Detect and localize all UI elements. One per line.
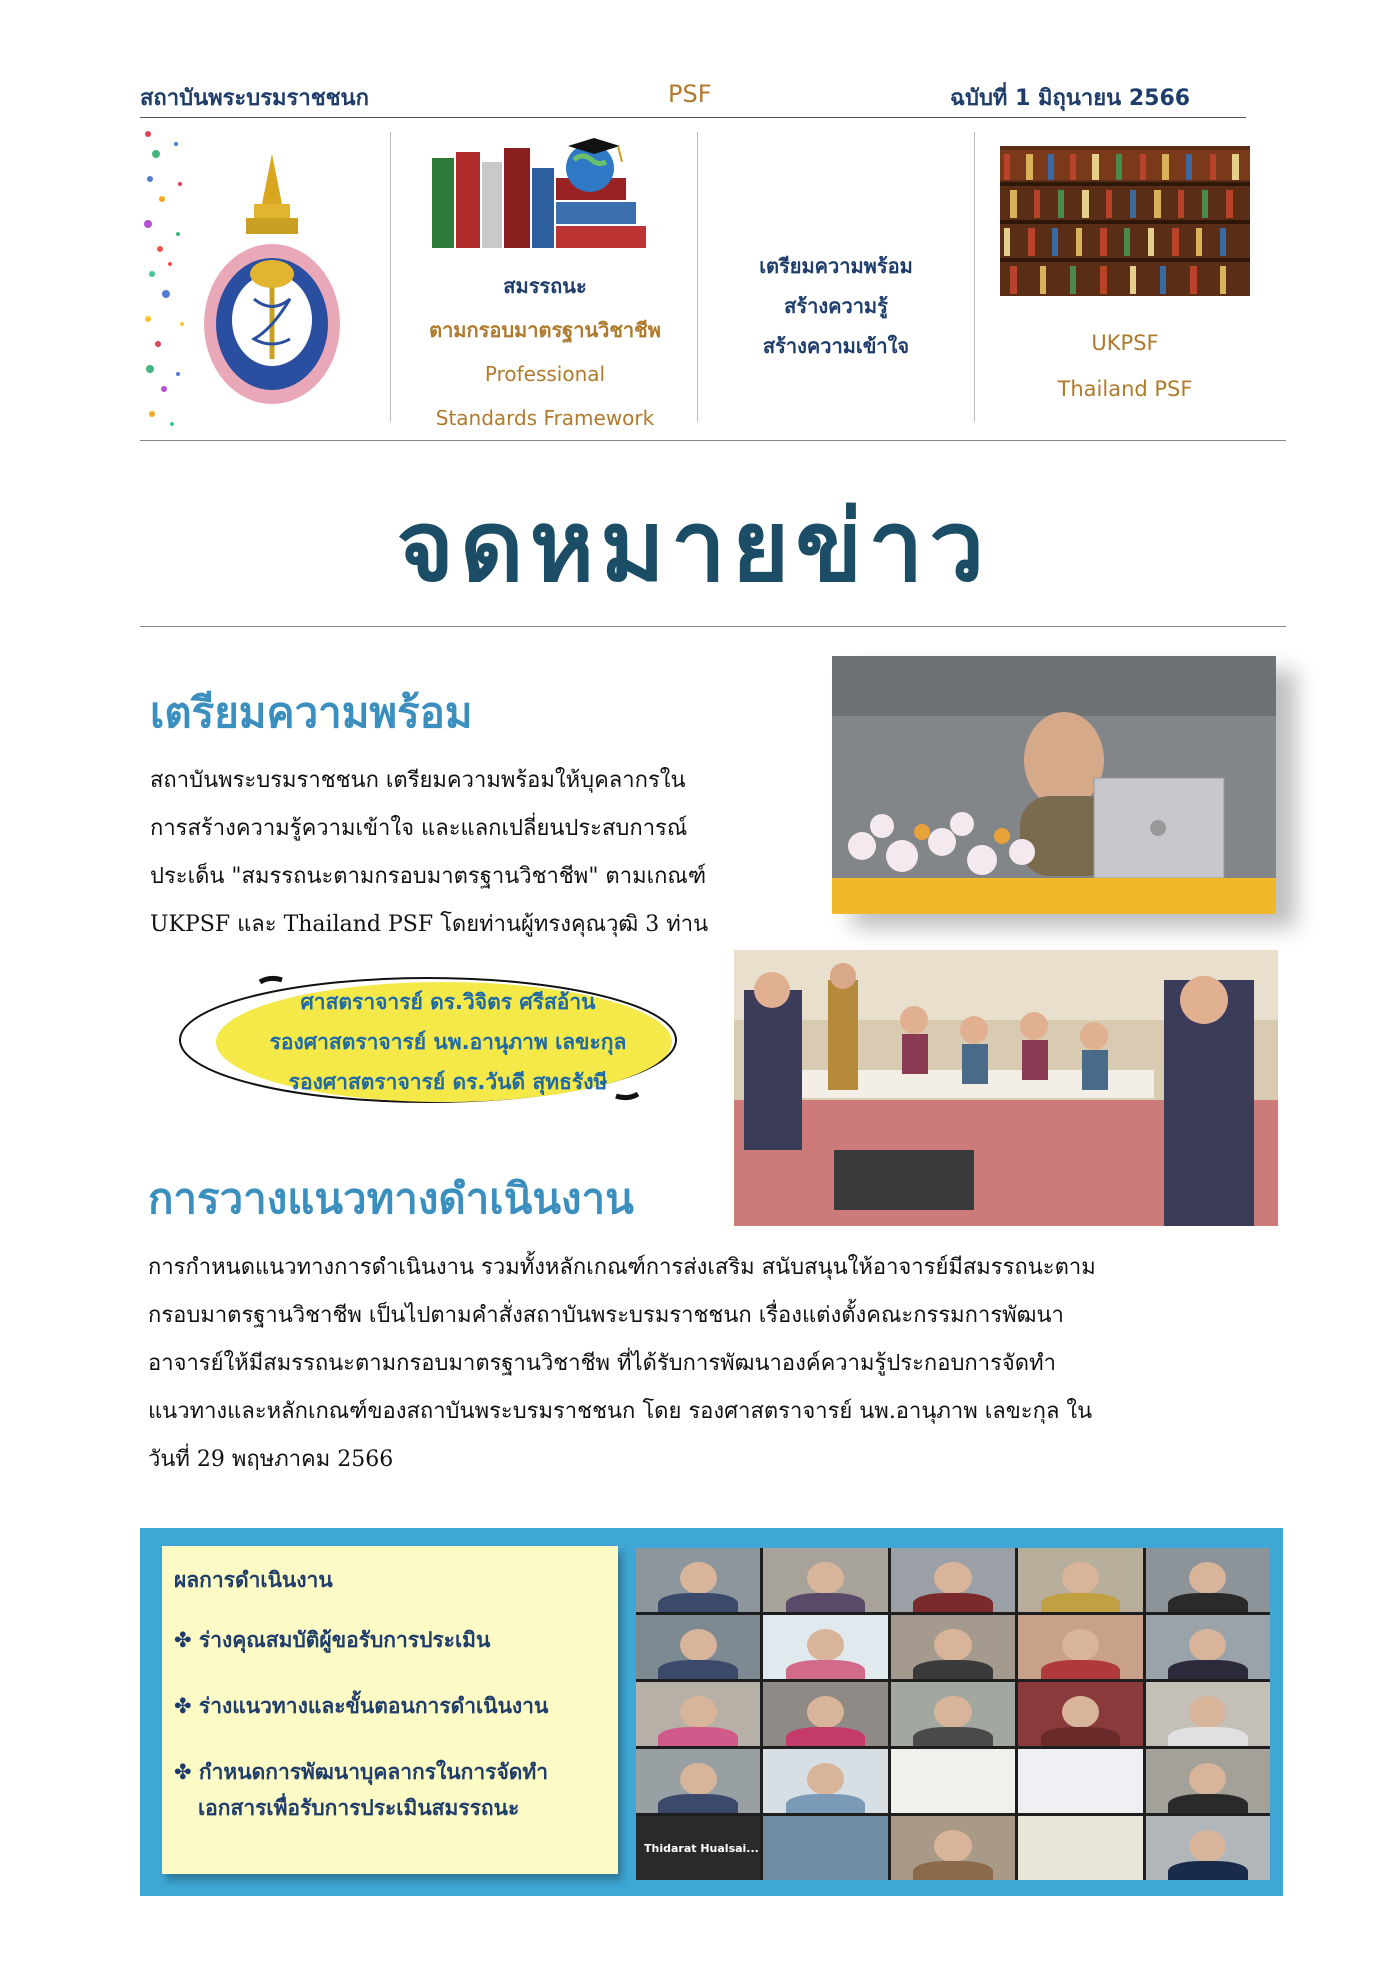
masthead-center: PSF <box>668 80 712 108</box>
video-tile <box>1146 1682 1270 1746</box>
result-item-continued: เอกสารเพื่อรับการประเมินสมรรถนะ <box>198 1796 520 1820</box>
video-tile <box>1018 1615 1142 1679</box>
video-tile <box>891 1816 1015 1880</box>
bullet-icon: ✤ <box>174 1760 192 1784</box>
result-item-text: ร่างแนวทางและขั้นตอนการดำเนินงาน <box>198 1694 549 1718</box>
video-tile <box>763 1615 887 1679</box>
section1-line: ประเด็น "สมรรถนะตามกรอบมาตรฐานวิชาชีพ" ตามเกณฑ์ <box>150 864 707 889</box>
video-tile-name-only <box>636 1816 760 1880</box>
video-tile <box>636 1682 760 1746</box>
expert-name: รองศาสตราจารย์ นพ.อานุภาพ เลขะกุล <box>269 1030 627 1054</box>
expert-name: ศาสตราจารย์ ดร.วิจิตร ศรีสอ้าน <box>300 990 596 1014</box>
experts-bubble <box>168 960 688 1110</box>
experts-list <box>228 982 668 1102</box>
video-tile <box>636 1749 760 1813</box>
video-tile <box>891 1615 1015 1679</box>
result-item-text: ร่างคุณสมบัติผู้ขอรับการประเมิน <box>198 1628 491 1652</box>
institution-logo <box>142 124 382 434</box>
section1-body <box>150 757 830 949</box>
newsletter-title: จดหมายข่าว <box>396 489 991 604</box>
col1-line2: ตามกรอบมาตรฐานวิชาชีพ <box>429 318 661 342</box>
masthead-institution: สถาบันพระบรมราชชนก <box>140 86 369 111</box>
col3-line1: UKPSF <box>1091 331 1159 355</box>
video-call-screenshot <box>636 1548 1270 1880</box>
library-shelves-image <box>1000 146 1250 296</box>
section2-line: การกำหนดแนวทางการดำเนินงาน รวมทั้งหลักเกณฑ์การส่งเสริม สนับสนุนให้อาจารย์มีสมรรถนะตาม <box>148 1255 1096 1280</box>
slide-tile <box>1018 1816 1142 1880</box>
participant-name: Thidarat Hualsai... <box>644 1842 759 1855</box>
header-divider-1 <box>390 132 391 422</box>
video-tile <box>1146 1615 1270 1679</box>
video-tile <box>1146 1548 1270 1612</box>
header-divider-2 <box>697 132 698 422</box>
video-tile <box>1146 1816 1270 1880</box>
section2-line: กรอบมาตรฐานวิชาชีพ เป็นไปตามคำสั่งสถาบันพระบรมราชชนก เรื่องแต่งตั้งคณะกรรมการพัฒนา <box>148 1303 1064 1328</box>
col2-line1: เตรียมความพร้อม <box>759 254 913 278</box>
header-divider-3 <box>974 132 975 422</box>
result-item <box>174 1754 548 1790</box>
results-title: ผลการดำเนินงาน <box>174 1568 333 1592</box>
video-tile <box>891 1682 1015 1746</box>
video-tile <box>636 1548 760 1612</box>
video-tile <box>1018 1682 1142 1746</box>
section1-line: การสร้างความรู้ความเข้าใจ และแลกเปลี่ยนประสบการณ์ <box>150 816 688 841</box>
video-tile <box>891 1548 1015 1612</box>
bullet-icon: ✤ <box>174 1628 192 1652</box>
title-rule <box>140 626 1286 627</box>
video-tile <box>636 1615 760 1679</box>
col3-line2: Thailand PSF <box>1057 377 1193 401</box>
bullet-icon: ✤ <box>174 1694 192 1718</box>
header-bottom-rule <box>140 440 1286 441</box>
section1-line: สถาบันพระบรมราชชนก เตรียมความพร้อมให้บุคลากรใน <box>150 768 686 793</box>
col1-line1: สมรรถนะ <box>503 274 587 298</box>
results-card <box>162 1546 618 1874</box>
col1-line4: Standards Framework <box>435 406 655 430</box>
col2-line3: สร้างความเข้าใจ <box>762 334 910 358</box>
video-tile <box>1018 1548 1142 1612</box>
header-col1 <box>400 264 690 440</box>
section2-line: วันที่ 29 พฤษภาคม 2566 <box>148 1447 394 1472</box>
video-tile <box>763 1682 887 1746</box>
section2-line: อาจารย์ให้มีสมรรถนะตามกรอบมาตรฐานวิชาชีพ ที่ได้รับการพัฒนาองค์ความรู้ประกอบการจัดทำ <box>148 1351 1056 1376</box>
books-globe-image <box>422 138 662 258</box>
meeting-photo <box>734 950 1278 1226</box>
col2-line2: สร้างความรู้ <box>784 294 888 318</box>
masthead-issue: ฉบับที่ 1 มิถุนายน 2566 <box>950 86 1191 111</box>
expert-name: รองศาสตราจารย์ ดร.วันดี สุทธรังษี <box>288 1070 608 1094</box>
result-item <box>174 1622 490 1658</box>
section2-body <box>148 1244 1278 1484</box>
speaker-photo <box>832 656 1276 914</box>
result-item <box>174 1688 548 1724</box>
slide-tile <box>1018 1749 1142 1813</box>
video-tile <box>763 1749 887 1813</box>
slide-tile <box>891 1749 1015 1813</box>
result-item-text: กำหนดการพัฒนาบุคลากรในการจัดทำ <box>198 1760 549 1784</box>
section2-line: แนวทางและหลักเกณฑ์ของสถาบันพระบรมราชชนก โดย รองศาสตราจารย์ นพ.อานุภาพ เลขะกุล ใน <box>148 1399 1093 1424</box>
video-tile <box>1146 1749 1270 1813</box>
header-col3 <box>980 320 1270 412</box>
video-tile <box>763 1816 887 1880</box>
section1-heading: เตรียมความพร้อม <box>150 688 473 737</box>
masthead-rule <box>140 117 1246 118</box>
video-tile <box>763 1548 887 1612</box>
section1-line: UKPSF และ Thailand PSF โดยท่านผู้ทรงคุณวุฒิ 3 ท่าน <box>150 912 709 937</box>
section2-heading: การวางแนวทางดำเนินงาน <box>148 1174 634 1223</box>
col1-line3: Professional <box>484 362 606 386</box>
header-col2 <box>700 246 972 366</box>
